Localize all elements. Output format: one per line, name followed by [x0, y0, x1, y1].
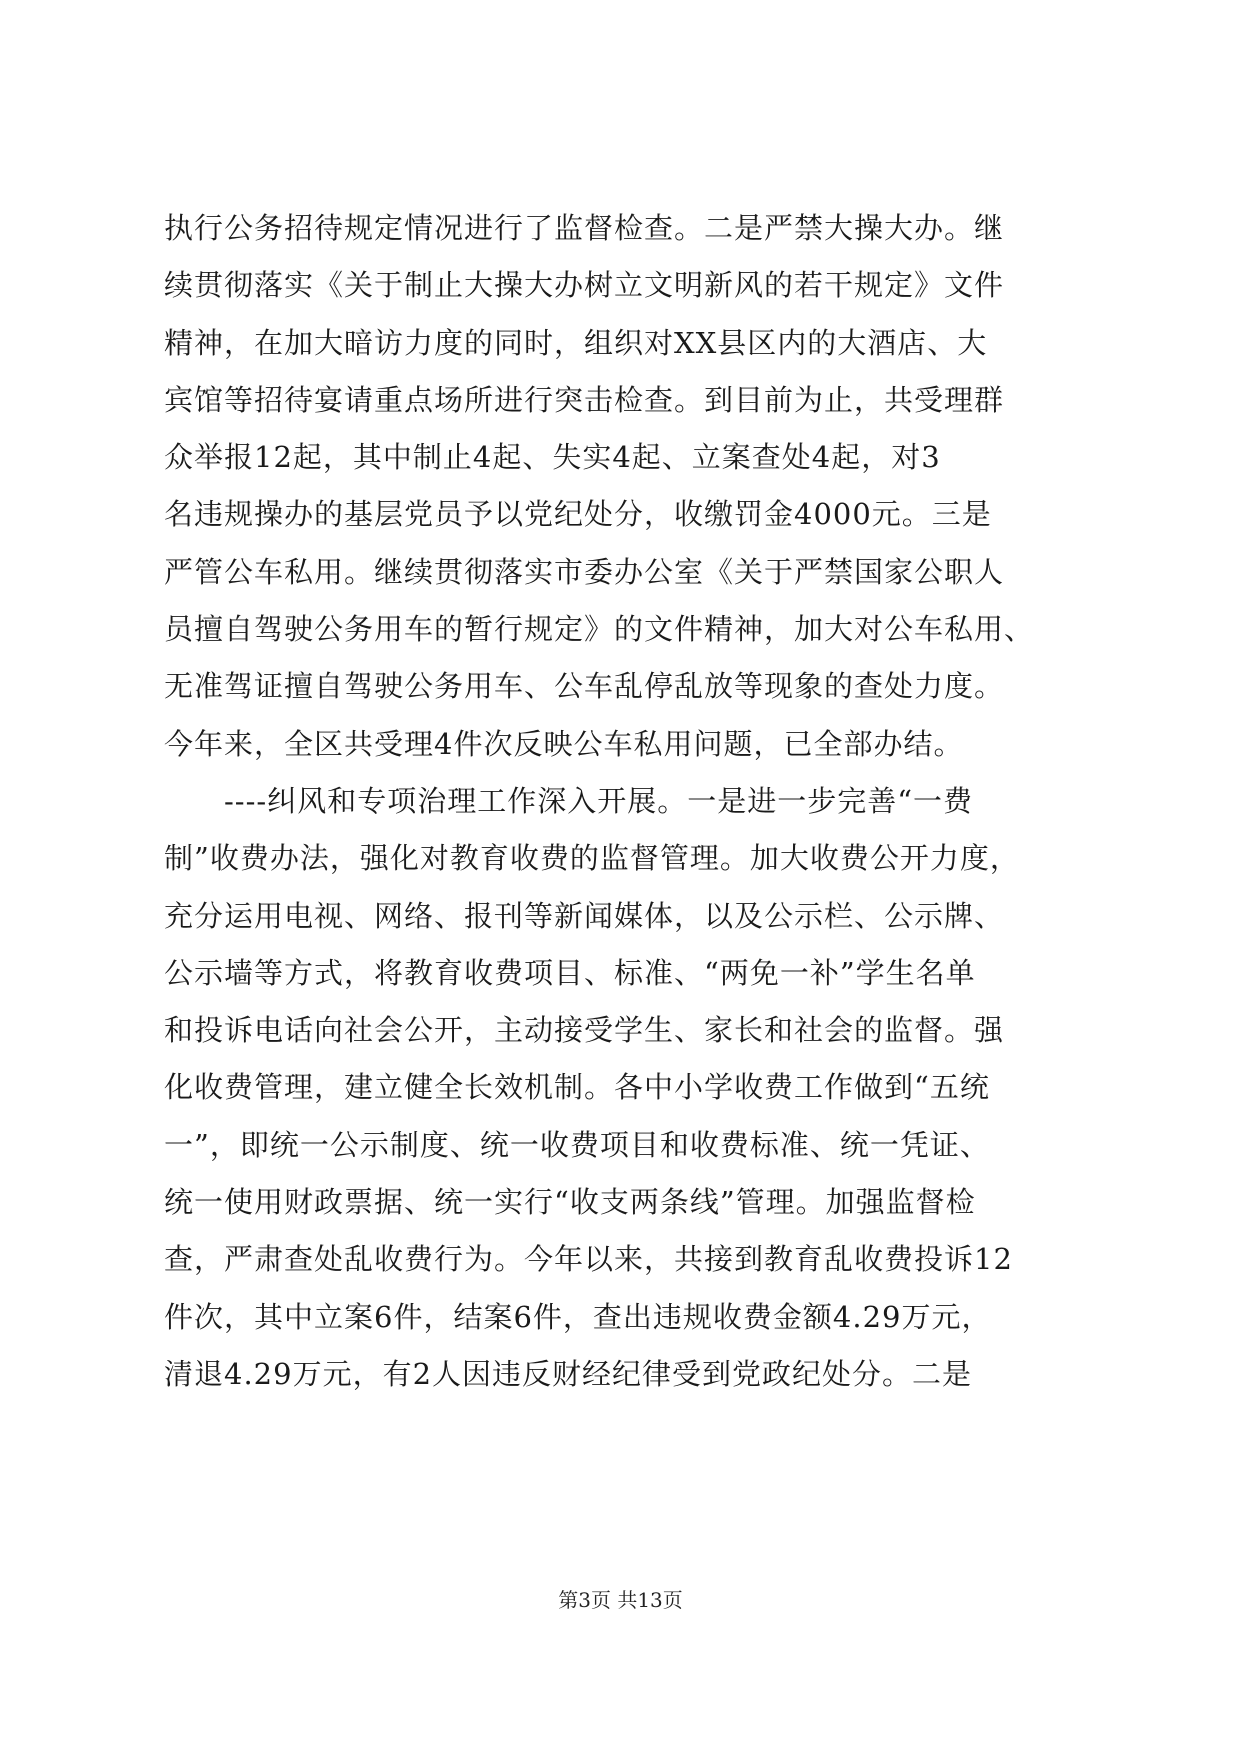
text-line: 查，严肃查处乱收费行为。今年以来，共接到教育乱收费投诉12	[164, 1242, 1013, 1277]
text-line: 严管公车私用。继续贯彻落实市委办公室《关于严禁国家公职人	[164, 554, 1005, 589]
page-number-footer: 第3页 共13页	[558, 1588, 683, 1612]
text-line: 精神，在加大暗访力度的同时，组织对XX县区内的大酒店、大	[164, 325, 988, 360]
text-line: 名违规操办的基层党员予以党纪处分，收缴罚金4000元。三是	[164, 497, 992, 532]
text-line: 今年来，全区共受理4件次反映公车私用问题，已全部办结。	[164, 726, 964, 761]
text-line: 化收费管理，建立健全长效机制。各中小学收费工作做到“五统	[164, 1070, 990, 1105]
text-line: 无准驾证擅自驾驶公务用车、公车乱停乱放等现象的查处力度。	[164, 669, 1005, 704]
text-line: 充分运用电视、网络、报刊等新闻媒体，以及公示栏、公示牌、	[164, 898, 1005, 933]
text-line: ----纠风和专项治理工作深入开展。一是进一步完善“一费	[164, 783, 974, 818]
text-line: 续贯彻落实《关于制止大操大办树立文明新风的若干规定》文件	[164, 268, 1005, 303]
text-line: 件次，其中立案6件，结案6件，查出违规收费金额4.29万元，	[164, 1299, 992, 1334]
text-line: 员擅自驾驶公务用车的暂行规定》的文件精神，加大对公车私用、	[164, 612, 1035, 647]
text-line: 众举报12起，其中制止4起、失实4起、立案查处4起，对3	[164, 440, 941, 475]
text-line: 和投诉电话向社会公开，主动接受学生、家长和社会的监督。强	[164, 1013, 1005, 1048]
text-line: 统一使用财政票据、统一实行“收支两条线”管理。加强监督检	[164, 1185, 976, 1220]
text-line: 一”，即统一公示制度、统一收费项目和收费标准、统一凭证、	[164, 1127, 990, 1162]
text-line: 执行公务招待规定情况进行了监督检查。二是严禁大操大办。继	[164, 211, 1005, 245]
body-text	[164, 200, 1076, 1403]
text-line: 宾馆等招待宴请重点场所进行突击检查。到目前为止，共受理群	[164, 382, 1005, 417]
text-line: 清退4.29万元，有2人因违反财经纪律受到党政纪处分。二是	[164, 1356, 973, 1391]
text-line: 制”收费办法，强化对教育收费的监督管理。加大收费公开力度，	[164, 841, 1020, 876]
text-line: 公示墙等方式，将教育收费项目、标准、“两免一补”学生名单	[164, 955, 976, 990]
